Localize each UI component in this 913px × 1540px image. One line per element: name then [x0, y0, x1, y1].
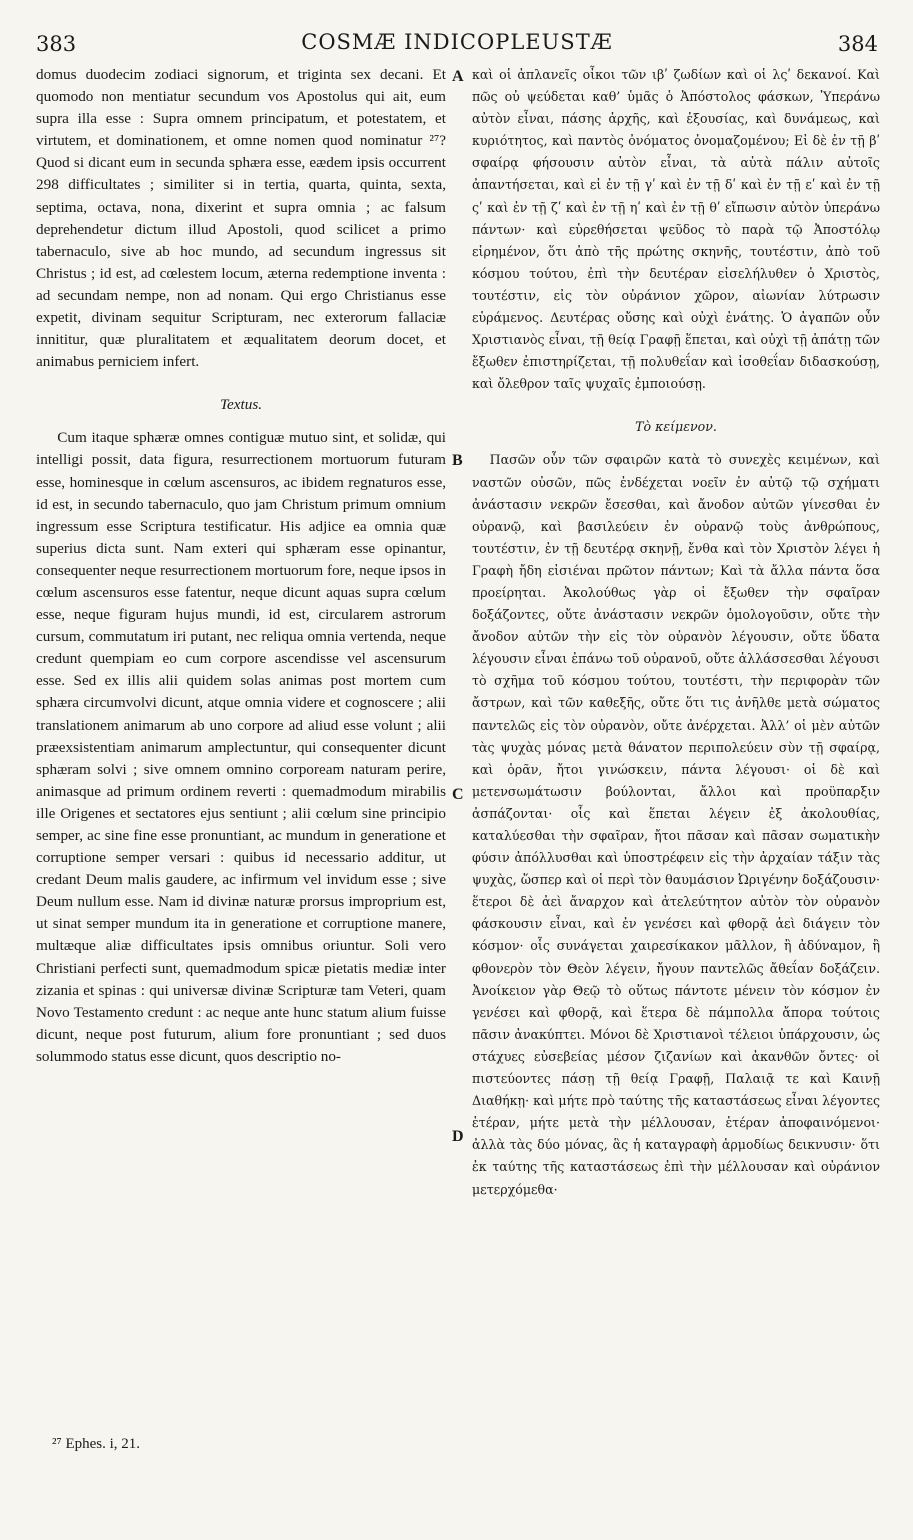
greek-paragraph-2: Πασῶν οὖν τῶν σφαιρῶν κατὰ τὸ συνεχὲς κειμένων, καὶ ναστῶν οὐσῶν, πῶς ἐνδέχεται νοεῖν ἐν αὐτῷ τῷ σχήματι ἀνάστασιν νεκρῶν ἔσεσθαι, καὶ ἄνοδον αὐτῶν γίνεσθαι ἐν οὐρανῷ, καὶ βασιλεύειν ἐν οὐρανῷ τοὺς ἀνθρώπους, τουτέστιν, ἐν τῇ δευτέρᾳ σκηνῇ, ἔνθα καὶ τὸν Χριστὸν λέγει ἡ Γραφὴ ἤδη εἰσιέναι πρῶτον πάντων; Καὶ τὰ ἄλλα πάντα ὅσα προείρηται. Ἀκολούθως γὰρ οἱ ἔξωθεν τὴν σφαῖραν δοξάζοντες, οὔτε ἀνάστασιν νεκρῶν ὁμολογοῦσιν, οὔτε τὴν ἄνοδον αὐτῶν τὴν εἰς τὸν οὐρανὸν λέγουσιν, οὔτε ὕδατα λέγουσιν εἶναι ἐπάνω τοῦ οὐρανοῦ, οὔτε ἀλλάσσεσθαι λέγουσι τὸ σχῆμα τοῦ κόσμου τούτου, τουτέστι, τὴν περιφορὰν τῶν ἄστρων, καὶ τῶν καθεξῆς, οὔτε ὅτι τις ἀνῆλθε μετὰ σώματος παντελῶς εἰς τὸν οὐρανὸν, οὔτε ἀνέρχεται. Ἀλλ’ οἱ μὲν αὐτῶν τὰς ψυχὰς μόνας μετὰ θάνατον περιπολεύειν σὺν τῇ σφαίρᾳ, καὶ ὁρᾶν, ἤτοι γινώσκειν, πάντα λέγουσι· οἱ δὲ καὶ μετενσωμάτωσιν βούλονται, ἄλλοι καὶ προϋπαρξιν ἀσπάζονται· οἷς καὶ ἕπεται λέγειν ἐξ ἀκολουθίας, καταλύεσθαι τὴν σφαῖραν, ἤτοι πᾶσαν καὶ πᾶσαν σωματικὴν φύσιν ἀπόλλυσθαι καὶ ὑποστρέφειν εἰς τὴν ἀρχαίαν τάξιν τὰς ψυχὰς, ὥσπερ καὶ οἱ περὶ τὸν θαυμάσιον Ὠριγένην δοξάζουσιν· ἕτεροι δὲ ἀεὶ ἄναρχον καὶ ἀτελεύτητον αὐτὸν τὸν οὐρανὸν φάσκουσιν εἶναι, καὶ ἐν γενέσει καὶ φθορᾷ ἀεὶ διάγειν τὸν κόσμον· οἷς συνάγεται χαιρεσίκακον μᾶλλον, ἢ ἀδύναμον, ἢ φθονερὸν τὸν Θεὸν λέγειν, ἤγουν παντελῶς ἄθεΐαν δοξάζειν. Ἀνοίκειον γὰρ Θεῷ τὸ οὕτως πάντοτε μένειν τὸν κόσμον ἐν γενέσει καὶ φθορᾷ, καὶ ἕτερα δὲ πάμπολλα ἄπορα τούτοις πᾶσιν ἀνακύπτει. Μόνοι δὲ Χριστιανοὶ τέλειοι ὑπάρχουσιν, ὡς στάχυες εὐσεβείας μέσον ζιζανίων καὶ ἀκανθῶν ὄντες· οἱ πιστεύοντες πάσῃ τῇ θείᾳ Γραφῇ, Παλαιᾷ τε καὶ Καινῇ Διαθήκῃ· καὶ μήτε πρὸ ταύτης τῆς καταστάσεως εἶναι λέγοντες ἑτέραν, μήτε μετὰ τὴν μέλλουσαν, ἑτέραν ἀποφαινόμενοι· ἀλλὰ τὰς δύο μόνας, ἃς ἡ καταγραφὴ ἁρμοδίως δεικνυσιν· ὅτι ἐκ ταύτης τῆς καταστάσεως ἐπὶ τὴν μέλλουσαν καὶ οὐράνιον μετερχόμεθα· — [472, 452, 880, 1197]
greek-column — [472, 64, 880, 1428]
margin-marker-b: B — [452, 452, 463, 469]
margin-marker-c: C — [452, 786, 464, 803]
running-title: COSMÆ INDICOPLEUSTÆ — [301, 30, 613, 54]
page-number-left: 383 — [36, 32, 77, 56]
latin-paragraph-1: domus duodecim zodiaci signorum, et triginta sex decani. Et quomodo non mentiatur secundum vos Apostolus qui ait, eum supra illa esse : Supra omnem principatum, et potestatem, et virtutem, et dominationem, et omne nomen quod nominatur ²⁷? Quod si dicant eum in secunda sphæra esse, eædem ipsis occurrent 298 difficultates ; similiter si in tertia, quarta, quinta, sexta, septima, octava, nona, dixerint et supra omnia ; ac falsum deprehendetur dictum illud Apostoli, quod scilicet a primo tabernaculo, sive ab hoc mundo, ad secundum ingressus sit Christus ; id est, ad cœlestem locum, æterna redemptione inventa : ad secundam nempe, non ad nonam. Qui ergo Christianus esse expetit, divinam sequitur Scripturam, nec exterorum fallaciæ innititur, quæ pluralitatem et æqualitatem deorum docet, et animabus perniciem infert. — [36, 66, 446, 371]
latin-column — [36, 64, 446, 1428]
greek-section-heading: Τὸ κείμενον. — [635, 419, 717, 435]
margin-marker-d: D — [452, 1128, 464, 1145]
latin-paragraph-2: Cum itaque sphæræ omnes contiguæ mutuo sint, et solidæ, qui intelligi possit, data figura, resurrectionem mortuorum futuram esse, hominesque in cœlum ascensuros, ac ibidem regnaturos esse, id est, in secundo tabernaculo, quo jam Christum primum omnium ingressum esse Scriptura testificatur. His adjice ea omnia quæ superius dicta sunt. Nam exteri qui sphæram esse opinantur, consequenter neque resurrectionem mortuorum fore, neque ipsos in cœlum ascensuros esse fatentur, neque dicunt aquas supra cœlum esse, neque figuram hujus mundi, id est, circularem astrorum cursum, commutatum iri putant, nec reliqua omnia vertenda, neque credunt quempiam eo cum corpore ascendisse vel ascensurum esse. Sed ex illis alii quidem solas animas post mortem cum sphæra circumvolvi dicunt, atque omnia videre et cognoscere ; alii translationem animarum ab uno corpore ad aliud esse volunt ; alii præexsistentiam animarum amplectuntur, qui consequenter dicunt sphæram solvi ; sive omnem omnino corpoream naturam perire, animasque ad primum ordinem reverti : quemadmodum mirabilis ille Origenes et sectatores ejus sentiunt ; alii cœlum sine principio semper, ac sine fine esse pronuntiant, ac mundum in generatione et corruptione semper versari : quibus id necessario additur, ut credant Deum malis gaudere, ac infirmum vel invidum esse ; sive Deum nullum esse. Nam id divinæ naturæ prorsus improprium est, ut sinat semper mundum ita in generatione et corruptione manere, multæque aliæ difficultates ipsis omnibus oriuntur. Soli vero Christiani perfecti sunt, quemadmodum spicæ pietatis mediæ inter zizania et spinas : qui universæ divinæ Scripturæ tam Veteri, quam Novo Testamento credunt : ac neque ante hunc statum alium fuisse dicunt, neque post futurum, alium fore pronuntiant ; sed duos solummodo status esse dicunt, quos descriptio no- — [36, 429, 446, 1065]
latin-section-heading: Textus. — [219, 396, 263, 414]
margin-marker-a: A — [452, 68, 464, 85]
greek-paragraph-1: καὶ οἱ ἀπλανεῖς οἶκοι τῶν ιβʹ ζωδίων καὶ οἱ λςʹ δεκανοί. Καὶ πῶς οὐ ψεύδεται καθ’ ὑμᾶς ὁ Ἀπόστολος φάσκων, Ὑπεράνω αὐτὸν εἶναι, πάσης ἀρχῆς, καὶ ἐξουσίας, καὶ δυνάμεως, καὶ κυριότητος, καὶ παντὸς ὀνόματος ὀνομαζομένου; Εἰ δὲ ἐν τῇ βʹ σφαίρᾳ φήσουσιν αὐτὸν εἶναι, τὰ αὐτὰ πάλιν αὐτοῖς ἀπαντήσεται, καὶ εἰ ἐν τῇ γʹ καὶ ἐν τῇ δʹ καὶ ἐν τῇ εʹ καὶ ἐν τῇ ςʹ καὶ ἐν τῇ ζʹ καὶ ἐν τῇ ηʹ καὶ ἐν τῇ θʹ εἴπωσιν αὐτὸν ὑπεράνω πάντων· καὶ εὑρεθήσεται ψεῦδος τὸ παρὰ τῷ Ἀποστόλῳ εἰρημένον, ὅτι ἀπὸ τῆς πρώτης σκηνῆς, τουτέστιν, ἀπὸ τοῦ κόσμου τούτου, ἐπὶ τὴν δευτέραν εἰσελήλυθεν ὁ Χριστὸς, τουτέστιν, εἰς τὸν οὐράνιον χῶρον, αἰωνίαν λύτρωσιν εὑράμενος. Δευτέρας οὔσης καὶ οὐχὶ ἐνάτης. Ὁ ἀγαπῶν οὖν Χριστιανὸς εἶναι, τῇ θείᾳ Γραφῇ ἕπεται, καὶ οὐχὶ τῇ ἀπάτῃ τῶν ἔξωθεν ἐπιστηρίζεται, τῇ πολυθεΐαν καὶ ἰσοθεΐαν διδασκούσῃ, καὶ ὄλεθρον ταῖς ψυχαῖς ἐμποιούσῃ. — [472, 67, 880, 392]
page-number-right: 384 — [837, 32, 878, 56]
footnote: ²⁷ Ephes. i, 21. — [52, 1436, 141, 1452]
running-header — [36, 30, 878, 64]
